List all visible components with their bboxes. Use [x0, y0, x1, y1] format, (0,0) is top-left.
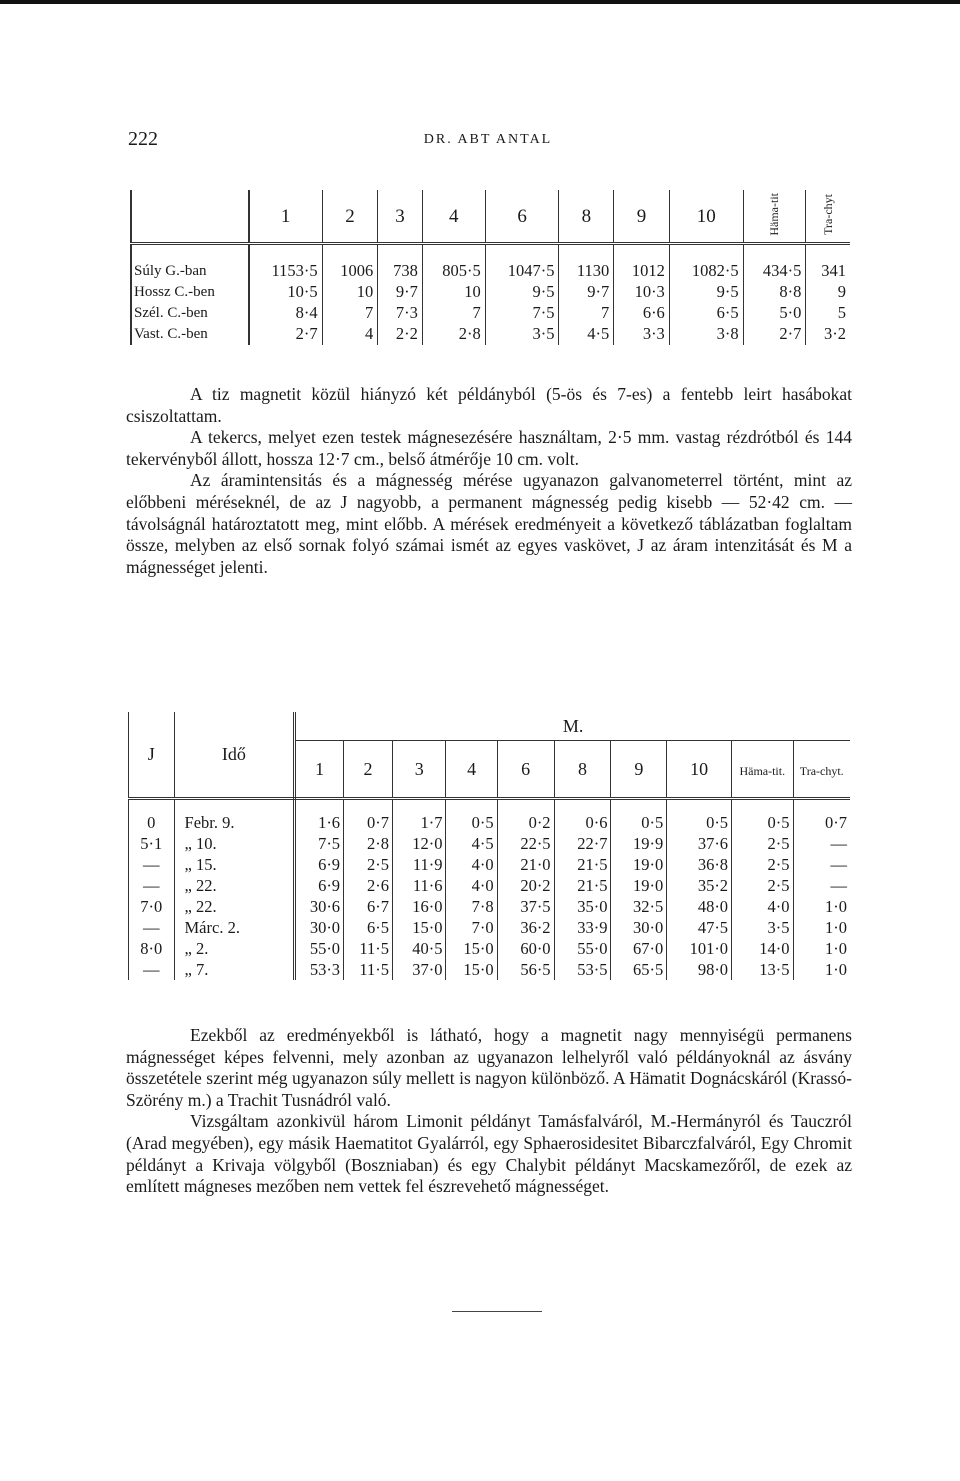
table-row	[131, 324, 850, 345]
table-cell: 4·0	[732, 896, 793, 917]
ido-column-header: Idő	[174, 712, 295, 799]
table-cell: 1·6	[295, 812, 344, 833]
table-cell: 6·6	[614, 303, 670, 324]
table-cell: 4·5	[446, 833, 497, 854]
table-cell: 341	[821, 261, 846, 281]
j-cell: 0	[129, 812, 175, 833]
column-header: 3	[392, 741, 445, 799]
table-cell: 22·5	[497, 833, 554, 854]
table-cell: 1·0	[825, 939, 847, 958]
table-row	[129, 959, 851, 980]
j-column-header: J	[129, 712, 175, 799]
table-cell: 48·0	[667, 896, 732, 917]
page-number: 222	[128, 128, 158, 150]
table-cell: 2·5	[732, 854, 793, 875]
table-cell: 11·5	[344, 938, 393, 959]
date-cell: „ 2.	[174, 938, 295, 959]
table-cell: 0·6	[554, 812, 611, 833]
table-cell: 15·0	[446, 938, 497, 959]
table-cell: 35·2	[667, 875, 732, 896]
table-cell: 67·0	[611, 938, 667, 959]
table-cell: 32·5	[611, 896, 667, 917]
table-body	[129, 812, 851, 980]
table-cell: 1·0	[825, 960, 847, 979]
date-cell: „ 22.	[174, 875, 295, 896]
table-cell: 6·5	[344, 917, 393, 938]
top-border	[0, 0, 960, 4]
column-header: 10	[669, 190, 743, 244]
table-cell: 3·8	[669, 324, 743, 345]
table-cell: 10	[422, 282, 485, 303]
table-cell: 11·9	[392, 854, 445, 875]
table-cell: 10	[322, 282, 378, 303]
table-row	[129, 917, 851, 938]
table-cell: 2·6	[344, 875, 393, 896]
table-cell: 7	[559, 303, 614, 324]
table-cell: 36·8	[667, 854, 732, 875]
column-header: 4	[422, 190, 485, 244]
column-header	[793, 741, 850, 799]
table-cell: 30·0	[295, 917, 344, 938]
table-header-row	[131, 190, 850, 244]
table-row	[129, 833, 851, 854]
table-cell: 2·5	[732, 833, 793, 854]
m-group-header: M.	[295, 712, 850, 741]
table-cell: 0·5	[611, 812, 667, 833]
table-cell: 2·7	[743, 324, 806, 345]
table-cell: 0·7	[825, 813, 847, 832]
table-cell: 55·0	[295, 938, 344, 959]
table-cell: 53·3	[295, 959, 344, 980]
paragraph: A tekercs, melyet ezen testek mágnesezésére használtam, 2·5 mm. vastag rézdrótból és 144 tekervényből állott, hossza 12·7 cm., belső átmérője 10 cm. volt.	[126, 427, 852, 469]
table-cell: 15·0	[392, 917, 445, 938]
table-row	[129, 854, 851, 875]
specimen-dimensions-table	[130, 190, 850, 345]
table-cell: 35·0	[554, 896, 611, 917]
table-cell: 1082·5	[669, 261, 743, 282]
table-cell: 21·0	[497, 854, 554, 875]
table-cell: 7	[322, 303, 378, 324]
table-cell: 10·3	[614, 282, 670, 303]
column-header: 2	[322, 190, 378, 244]
table-cell: 4·0	[446, 875, 497, 896]
table-cell: 30·6	[295, 896, 344, 917]
table-cell: 37·0	[392, 959, 445, 980]
table-cell: 1·7	[392, 812, 445, 833]
table-cell: 36·2	[497, 917, 554, 938]
table-cell: 13·5	[732, 959, 793, 980]
j-cell: —	[129, 959, 175, 980]
table-cell: 1·0	[825, 897, 847, 916]
date-cell: „ 7.	[174, 959, 295, 980]
table-row	[129, 896, 851, 917]
table-cell: 6·5	[669, 303, 743, 324]
table-cell: 98·0	[667, 959, 732, 980]
table-cell: 21·5	[554, 854, 611, 875]
table-cell: 9	[837, 282, 846, 302]
j-cell: —	[129, 917, 175, 938]
column-header: 3	[378, 190, 423, 244]
table-cell: 3·5	[485, 324, 559, 345]
body-text-upper	[126, 384, 852, 578]
table-cell: 1·0	[825, 918, 847, 937]
row-label: Vast. C.-ben	[131, 324, 249, 345]
table-cell: 16·0	[392, 896, 445, 917]
table-cell: 738	[378, 261, 423, 282]
table-cell: 9·5	[485, 282, 559, 303]
j-cell: 7·0	[129, 896, 175, 917]
table-cell: 20·2	[497, 875, 554, 896]
paragraph: A tiz magnetit közül hiányzó két példányból (5-ös és 7-es) a fentebb leirt hasábokat csiszoltattam.	[126, 384, 852, 426]
table-cell: 9·5	[669, 282, 743, 303]
j-cell: 8·0	[129, 938, 175, 959]
table-cell: 19·0	[611, 875, 667, 896]
j-cell: —	[129, 875, 175, 896]
date-cell: „ 22.	[174, 896, 295, 917]
table-header-row	[129, 712, 851, 741]
table-cell: 1012	[614, 261, 670, 282]
table-cell: 65·5	[611, 959, 667, 980]
table-cell: 1047·5	[485, 261, 559, 282]
magnetism-measurements-table	[128, 712, 850, 980]
column-header: 9	[614, 190, 670, 244]
row-label: Szél. C.-ben	[131, 303, 249, 324]
table-cell: 7·8	[446, 896, 497, 917]
paragraph: Ezekből az eredményekből is látható, hogy a magnetit nagy mennyiségü permanens mágnességet képes felvenni, mely azonban az ugyanazon lelhelyről való példányoknál az ásvány összetétele szerint még ugyanazon súly mellett is nagyon különböző. A Hämatit Dognácskáról (Krassó-Szörény m.) a Trachit Tusnádról való.	[126, 1025, 852, 1110]
column-header: 1	[295, 741, 344, 799]
table-row	[129, 938, 851, 959]
column-header	[743, 190, 806, 244]
column-header-text: Häma-tit.	[739, 763, 786, 778]
table-cell: 55·0	[554, 938, 611, 959]
table-cell: 0·5	[446, 812, 497, 833]
table-cell: 37·6	[667, 833, 732, 854]
table-cell: 22·7	[554, 833, 611, 854]
table-cell: 3·3	[614, 324, 670, 345]
table-cell: 9·7	[378, 282, 423, 303]
table-cell: 6·9	[295, 854, 344, 875]
table-cell: —	[830, 876, 847, 895]
table-cell: 7·0	[446, 917, 497, 938]
table-cell: 60·0	[497, 938, 554, 959]
table-cell: 3·5	[732, 917, 793, 938]
spacer-row	[131, 244, 850, 262]
table-cell: 15·0	[446, 959, 497, 980]
table-row	[131, 261, 850, 282]
row-label-header	[131, 190, 249, 244]
column-header: 10	[667, 741, 732, 799]
table-cell: 2·7	[249, 324, 323, 345]
table-cell: 30·0	[611, 917, 667, 938]
table-cell: 4·5	[559, 324, 614, 345]
date-cell: „ 10.	[174, 833, 295, 854]
table-cell: 12·0	[392, 833, 445, 854]
table-cell: 1130	[559, 261, 614, 282]
row-label: Súly G.-ban	[131, 261, 249, 282]
table-cell: 4	[322, 324, 378, 345]
table-cell: 40·5	[392, 938, 445, 959]
closing-rule	[452, 1311, 542, 1312]
column-header: 2	[344, 741, 393, 799]
body-text-lower	[126, 1025, 852, 1198]
column-header: 6	[497, 741, 554, 799]
table-cell: 7·5	[485, 303, 559, 324]
table-cell: 2·5	[344, 854, 393, 875]
column-header: 8	[554, 741, 611, 799]
table-cell: 101·0	[667, 938, 732, 959]
table-cell: 14·0	[732, 938, 793, 959]
column-header-text: Tra-chyt.	[799, 763, 844, 778]
table-cell: 6·7	[344, 896, 393, 917]
table-cell: 434·5	[743, 261, 806, 282]
table-cell: 8·4	[249, 303, 323, 324]
table-cell: 0·2	[497, 812, 554, 833]
table-cell: 5	[837, 303, 846, 323]
table-cell: 3·2	[824, 324, 846, 344]
column-header	[732, 741, 793, 799]
date-cell: Febr. 9.	[174, 812, 295, 833]
table-cell: —	[830, 855, 847, 874]
table-cell: 53·5	[554, 959, 611, 980]
j-cell: 5·1	[129, 833, 175, 854]
table-cell: 2·2	[378, 324, 423, 345]
table-cell: 33·9	[554, 917, 611, 938]
table-cell: 11·6	[392, 875, 445, 896]
column-header-text: Tra-chyt	[820, 193, 835, 235]
table-cell: 5·0	[743, 303, 806, 324]
table-cell: —	[830, 834, 847, 853]
table-cell: 9·7	[559, 282, 614, 303]
table-cell: 1153·5	[249, 261, 323, 282]
table-cell: 4·0	[446, 854, 497, 875]
table-row	[131, 303, 850, 324]
running-title: DR. ABT ANTAL	[423, 132, 553, 147]
column-header: 9	[611, 741, 667, 799]
page-header	[128, 128, 848, 158]
table-cell: 7·5	[295, 833, 344, 854]
table-cell: 37·5	[497, 896, 554, 917]
column-header: 8	[559, 190, 614, 244]
table-cell: 805·5	[422, 261, 485, 282]
table-cell: 21·5	[554, 875, 611, 896]
table-cell: 19·9	[611, 833, 667, 854]
table-cell: 7·3	[378, 303, 423, 324]
table-cell: 8·8	[743, 282, 806, 303]
paragraph: Az áramintensitás és a mágnesség mérése ugyanazon galvanometerrel történt, mint az előbbeni méréseknél, de az J nagyobb, a permanent mágnesség pedig kisebb — 52·42 cm. — távolságnál határoztatott meg, mint előbb. A mérések eredményeit a következő táblázatban foglaltam össze, melyben az első sornak folyó számai ismét az egyes vaskövet, J az áram intenzitását és M a mágnességet jelenti.	[126, 470, 852, 577]
table-cell: 1006	[322, 261, 378, 282]
table-cell: 2·8	[344, 833, 393, 854]
table-cell: 7	[422, 303, 485, 324]
j-cell: —	[129, 854, 175, 875]
column-header	[806, 190, 850, 244]
table-cell: 0·7	[344, 812, 393, 833]
column-header-text: Häma-tit	[767, 192, 782, 236]
spacer-row	[129, 799, 851, 813]
date-cell: Márc. 2.	[174, 917, 295, 938]
table-row	[131, 282, 850, 303]
table-cell: 47·5	[667, 917, 732, 938]
table-cell: 2·5	[732, 875, 793, 896]
column-header: 4	[446, 741, 497, 799]
column-header: 1	[249, 190, 323, 244]
table-row	[129, 875, 851, 896]
table-cell: 11·5	[344, 959, 393, 980]
table-row	[129, 812, 851, 833]
row-label: Hossz C.-ben	[131, 282, 249, 303]
table-cell: 56·5	[497, 959, 554, 980]
table-cell: 0·5	[667, 812, 732, 833]
table-cell: 6·9	[295, 875, 344, 896]
table-cell: 0·5	[732, 812, 793, 833]
paragraph: Vizsgáltam azonkivül három Limonit példányt Tamásfalváról, M.-Hermányról és Tauczról (Arad megyében), egy másik Haematitot Gyalárról, egy Sphaerosidesitet Bibarczfalváról, Egy Chromit példányt a Krivaja völgyből (Boszniaban) és egy Chalybit példányt Macskamezőről, de ezek az említett mágneses mezőben nem vettek fel észrevehető mágnességet.	[126, 1111, 852, 1197]
table-cell: 2·8	[422, 324, 485, 345]
date-cell: „ 15.	[174, 854, 295, 875]
table-cell: 10·5	[249, 282, 323, 303]
column-header: 6	[485, 190, 559, 244]
table-cell: 19·0	[611, 854, 667, 875]
